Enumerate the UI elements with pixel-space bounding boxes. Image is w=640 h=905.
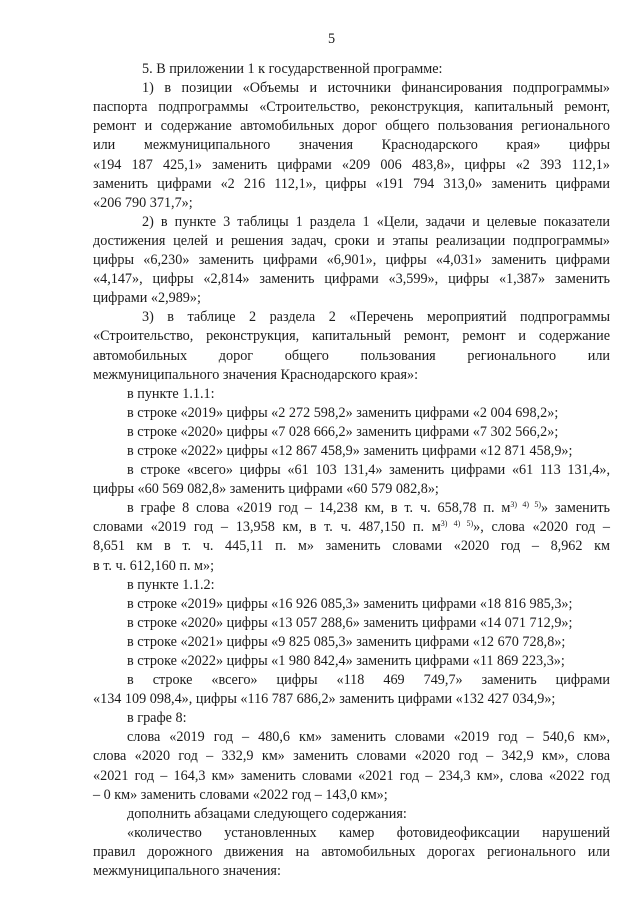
text-line xyxy=(93,251,610,270)
text-line xyxy=(93,690,610,709)
text-line xyxy=(93,480,610,499)
text-line-content: 2) в пункте 3 таблицы 1 раздела 1 «Цели, задачи и целевые показатели xyxy=(142,213,610,230)
text-line xyxy=(93,194,610,213)
text-line-content: «2021 год – 164,3 км» заменить словами «2021 год – 234,3 км», слова «2022 год xyxy=(93,767,610,784)
page-number: 5 xyxy=(327,31,336,47)
text-line-content: «134 109 098,4», цифры «116 787 686,2» заменить цифрами «132 427 034,9»; xyxy=(93,691,556,708)
text-line xyxy=(93,442,610,461)
text-line xyxy=(93,537,610,556)
document-body xyxy=(93,60,610,881)
text-line-content: в графе 8 слова «2019 год – 14,238 км, в т. ч. 658,78 п. м xyxy=(127,500,511,517)
text-line-content: словами «2019 год – 13,958 км, в т. ч. 487,150 п. м xyxy=(93,519,441,536)
text-line-content: «количество установленных камер фотовидеофиксации нарушений xyxy=(127,824,610,841)
text-line xyxy=(93,557,610,576)
text-line xyxy=(93,824,610,843)
text-line-content: «194 187 425,1» заменить цифрами «209 006 483,8», цифры «2 393 112,1» xyxy=(93,156,610,173)
text-line-content: цифры «6,230» заменить цифрами «6,901», цифры «4,031» заменить цифрами xyxy=(93,252,610,269)
text-line-content: «Строительство, реконструкция, капитальный ремонт, ремонт и содержание xyxy=(93,328,610,345)
text-line xyxy=(93,213,610,232)
text-line xyxy=(93,79,610,98)
text-line xyxy=(93,652,610,671)
text-line-content: цифрами «2,989»; xyxy=(93,290,201,307)
text-line xyxy=(93,671,610,690)
text-line xyxy=(93,862,610,881)
text-line-content: цифры «60 569 082,8» заменить цифрами «60 579 082,8»; xyxy=(93,481,439,498)
text-line xyxy=(93,136,610,155)
text-line-content: 3) в таблице 2 раздела 2 «Перечень мероприятий подпрограммы xyxy=(142,309,610,326)
text-line-content: в т. ч. 612,160 п. м»; xyxy=(93,557,215,574)
text-line xyxy=(93,728,610,747)
text-line xyxy=(93,347,610,366)
text-line xyxy=(93,805,610,824)
text-line xyxy=(93,327,610,346)
text-line-continuation: », слова «2020 год – xyxy=(473,519,610,536)
footnote-marks: 3) 4) 5) xyxy=(440,519,474,529)
text-line-content: межмуниципального значения Краснодарского края»: xyxy=(93,366,419,383)
text-line-content: автомобильных дорог общего пользования регионального или xyxy=(93,347,610,364)
text-line-content: в строке «всего» цифры «61 103 131,4» заменить цифрами «61 113 131,4», xyxy=(127,462,610,479)
text-line xyxy=(93,60,610,79)
text-line-content: 8,651 км в т. ч. 445,11 п. м» заменить словами «2020 год – 8,962 км xyxy=(93,538,610,555)
text-line xyxy=(93,385,610,404)
text-line xyxy=(93,747,610,766)
text-line xyxy=(93,289,610,308)
text-line-content: правил дорожного движения на автомобильных дорогах регионального или xyxy=(93,843,610,860)
text-line-content: или межмуниципального значения Краснодарского края» цифры xyxy=(93,137,610,154)
text-line xyxy=(93,308,610,327)
text-line xyxy=(93,156,610,175)
text-line-content: в строке «2022» цифры «1 980 842,4» заменить цифрами «11 869 223,3»; xyxy=(127,653,565,669)
text-line xyxy=(93,175,610,194)
text-line xyxy=(93,499,610,518)
text-line-content: дополнить абзацами следующего содержания: xyxy=(127,805,407,822)
text-line-content: «206 790 371,7»; xyxy=(93,194,193,211)
text-line-content: заменить цифрами «2 216 112,1», цифры «191 794 313,0» заменить цифрами xyxy=(93,175,610,192)
text-line xyxy=(93,709,610,728)
text-line-content: – 0 км» заменить словами «2022 год – 143,0 км»; xyxy=(93,786,388,803)
text-line xyxy=(93,786,610,805)
text-line-content: межмуниципального значения: xyxy=(93,863,281,880)
text-line xyxy=(93,576,610,595)
text-line-content: в пункте 1.1.1: xyxy=(127,385,215,402)
text-line-content: в пункте 1.1.2: xyxy=(127,576,215,593)
text-line xyxy=(93,117,610,136)
text-line-content: достижения целей и решения задач, сроки и этапы реализации подпрограммы» xyxy=(93,232,610,249)
text-line-content: в строке «2021» цифры «9 825 085,3» заменить цифрами «12 670 728,8»; xyxy=(127,633,566,650)
text-line xyxy=(93,633,610,652)
text-line-content: в графе 8: xyxy=(127,710,187,727)
footnote-marks: 3) 4) 5) xyxy=(510,500,541,510)
text-line-content: в строке «2020» цифры «13 057 288,6» заменить цифрами «14 071 712,9»; xyxy=(127,614,573,631)
text-line xyxy=(93,366,610,385)
text-line xyxy=(93,843,610,862)
text-line xyxy=(93,767,610,786)
text-line-content: в строке «2022» цифры «12 867 458,9» заменить цифрами «12 871 458,9»; xyxy=(127,442,573,459)
text-line-content: «4,147», цифры «2,814» заменить цифрами «3,599», цифры «1,387» заменить xyxy=(93,271,610,288)
text-line xyxy=(93,404,610,423)
text-line xyxy=(93,595,610,614)
text-line xyxy=(93,461,610,480)
text-line-content: в строке «2019» цифры «2 272 598,2» заменить цифрами «2 004 698,2»; xyxy=(127,404,559,421)
text-line-continuation: » заменить xyxy=(541,500,610,517)
text-line-content: 5. В приложении 1 к государственной программе: xyxy=(142,61,443,78)
text-line-content: слова «2019 год – 480,6 км» заменить словами «2019 год – 540,6 км», xyxy=(127,729,610,746)
text-line xyxy=(93,423,610,442)
text-line-content: в строке «2020» цифры «7 028 666,2» заменить цифрами «7 302 566,2»; xyxy=(127,423,559,440)
text-line xyxy=(93,614,610,633)
text-line-content: в строке «всего» цифры «118 469 749,7» заменить цифрами xyxy=(127,672,610,689)
text-line xyxy=(93,270,610,289)
text-line-content: слова «2020 год – 332,9 км» заменить словами «2020 год – 342,9 км», слова xyxy=(93,748,610,765)
text-line xyxy=(93,518,610,537)
text-line-content: 1) в позиции «Объемы и источники финансирования подпрограммы» xyxy=(142,80,610,97)
text-line-content: ремонт и содержание автомобильных дорог общего пользования регионального xyxy=(93,118,610,135)
text-line-content: паспорта подпрограммы «Строительство, реконструкция, капитальный ремонт, xyxy=(93,99,610,116)
text-line xyxy=(93,232,610,251)
text-line xyxy=(93,98,610,117)
text-line-content: в строке «2019» цифры «16 926 085,3» заменить цифрами «18 816 985,3»; xyxy=(127,595,573,612)
